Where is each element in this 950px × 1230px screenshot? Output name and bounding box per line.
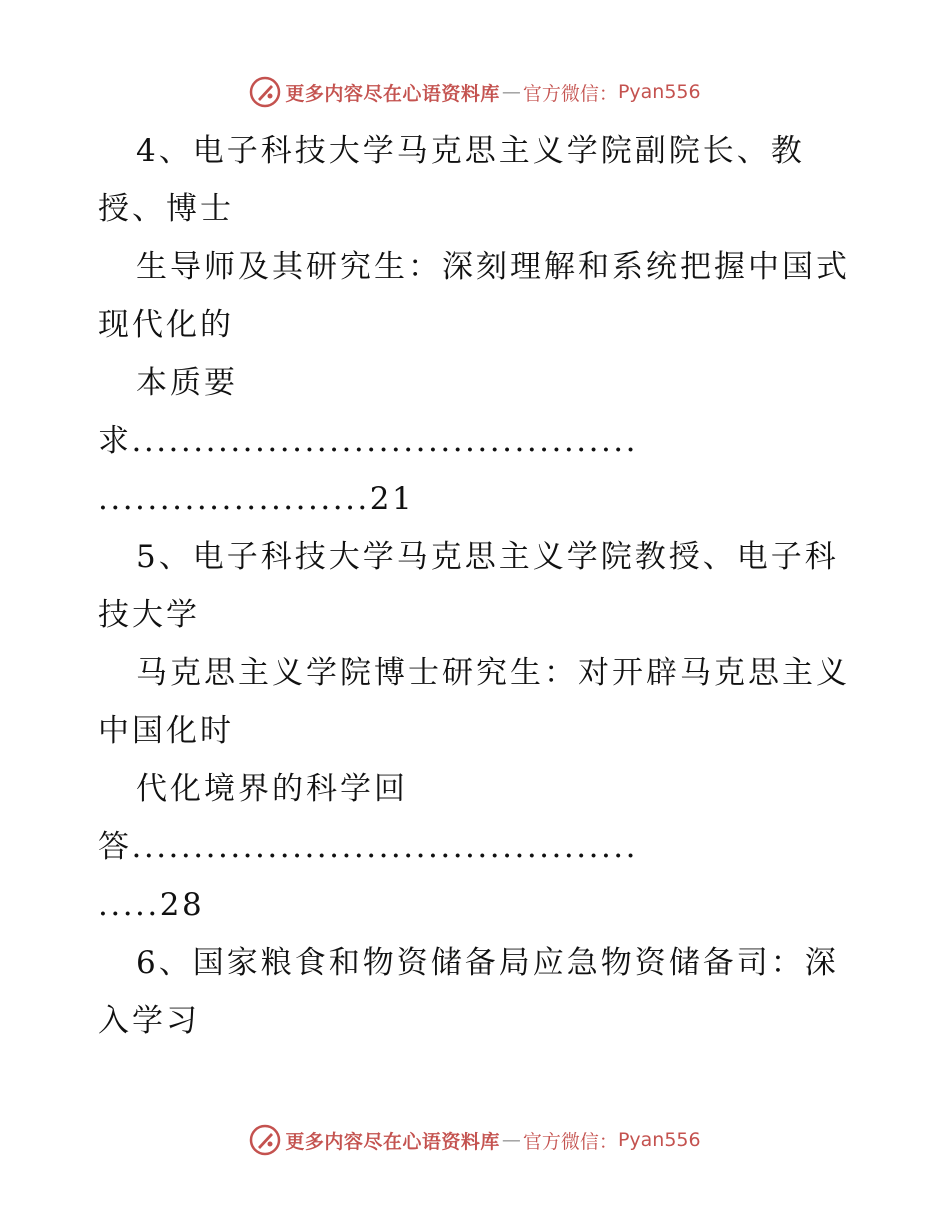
- toc-line: 代化境界的科学回: [136, 771, 408, 807]
- banner-colon: ：: [598, 82, 618, 105]
- footer-banner: [0, 1120, 950, 1160]
- toc-line: 生导师及其研究生：深刻理解和系统把握中国式: [136, 249, 850, 285]
- toc-line: 授、博士: [98, 191, 234, 227]
- banner-brand-text: 更多内容尽在心语资料库: [285, 1130, 500, 1153]
- toc-line: 答.........................................: [98, 829, 639, 865]
- toc-line: 4、电子科技大学马克思主义学院副院长、教: [136, 133, 805, 169]
- toc-line: ......................21: [98, 481, 415, 517]
- toc-line: .....28: [98, 887, 205, 923]
- banner-separator: —: [501, 81, 521, 103]
- banner-colon: ：: [598, 1130, 618, 1153]
- banner-wechat-id: Pyan556: [617, 81, 701, 103]
- toc-line: 本质要: [136, 365, 238, 401]
- banner-wechat-label: 官方微信: [522, 1130, 599, 1153]
- quill-logo-icon: [249, 1124, 281, 1156]
- toc-line: 求.........................................: [98, 423, 639, 459]
- banner-wechat-id: Pyan556: [617, 1129, 701, 1151]
- quill-logo-icon: [249, 76, 281, 108]
- banner-wechat-label: 官方微信: [522, 82, 599, 105]
- banner-brand-text: 更多内容尽在心语资料库: [285, 82, 500, 105]
- toc-line: 5、电子科技大学马克思主义学院教授、电子科: [136, 539, 839, 575]
- banner-separator: —: [501, 1129, 521, 1151]
- toc-content: [98, 122, 858, 1050]
- header-banner: [0, 72, 950, 112]
- toc-line: 技大学: [98, 597, 200, 633]
- toc-line: 马克思主义学院博士研究生：对开辟马克思主义: [136, 655, 850, 691]
- toc-line: 中国化时: [98, 713, 234, 749]
- toc-line: 6、国家粮食和物资储备局应急物资储备司：深: [136, 945, 839, 981]
- toc-line: 现代化的: [98, 307, 234, 343]
- toc-line: 入学习: [98, 1003, 200, 1039]
